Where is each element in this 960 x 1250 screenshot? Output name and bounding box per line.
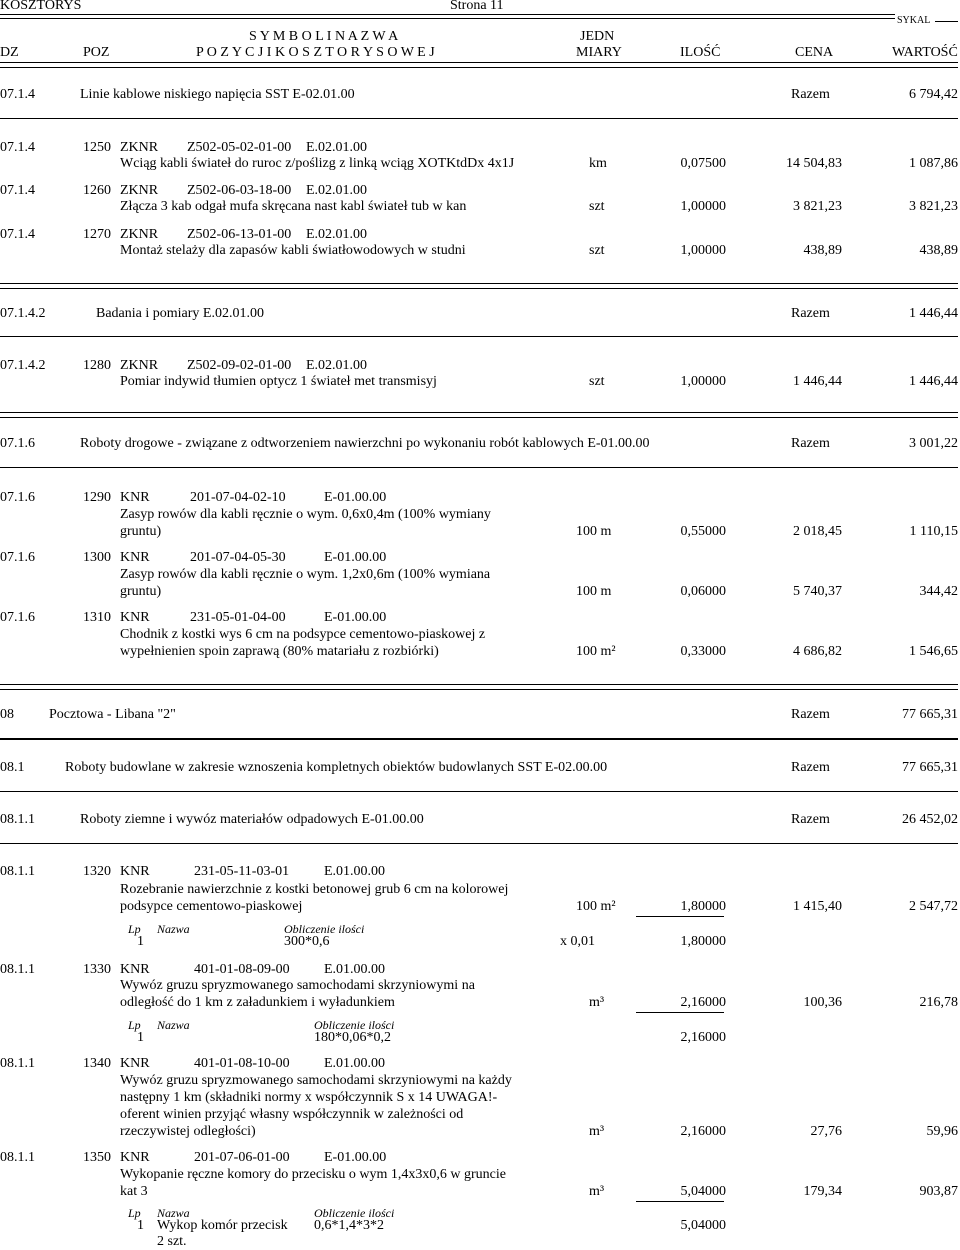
calc-factor: x 0,01 — [560, 934, 595, 949]
item-desc: Pomiar indywid tłumien optycz 1 świateł met transmisyj — [120, 374, 437, 389]
item-code: 401-01-08-09-00 — [194, 962, 290, 977]
page-number: Strona 11 — [450, 0, 504, 13]
item-qty: 0,06000 — [680, 584, 726, 599]
item-desc: następny 1 km (składniki normy x współczynnik S x 14 UWAGA!- — [120, 1090, 498, 1105]
section-rule — [0, 336, 958, 337]
col-cena: CENA — [795, 45, 834, 60]
item-qty: 1,00000 — [680, 199, 726, 214]
section-razem: Razem — [791, 87, 830, 102]
item-desc: podsypce cementowo-piaskowej — [120, 899, 303, 914]
calc-result: 2,16000 — [680, 1030, 726, 1045]
section-value: 26 452,02 — [902, 812, 958, 827]
item-spec: E-01.00.00 — [324, 490, 387, 505]
item-value: 59,96 — [926, 1124, 958, 1139]
item-spec: E.01.00.00 — [324, 962, 386, 977]
item-dz: 07.1.4 — [0, 227, 35, 242]
item-unit: szt — [589, 243, 605, 258]
section-dz: 07.1.6 — [0, 436, 35, 451]
item-code: 231-05-11-03-01 — [194, 864, 290, 879]
item-value: 438,89 — [919, 243, 958, 258]
item-qty: 5,04000 — [680, 1184, 726, 1199]
col-symbol-1: S Y M B O L I N A Z W A — [249, 29, 399, 44]
item-qty: 0,33000 — [680, 644, 726, 659]
item-desc: Złącza 3 kab odgał mufa skręcana nast kabl świateł tub w kan — [120, 199, 467, 214]
qty-underline — [636, 1012, 724, 1013]
item-desc: Chodnik z kostki wys 6 cm na podsypce cementowo-piaskowej z — [120, 627, 486, 642]
calc-obliczenie-header: Obliczenie ilości — [284, 922, 365, 936]
item-code: Z502-09-02-01-00 — [187, 358, 292, 373]
section-value: 77 665,31 — [902, 707, 958, 722]
item-qty: 2,16000 — [680, 1124, 726, 1139]
calc-nazwa-header: Nazwa — [157, 922, 190, 936]
item-dz: 07.1.4 — [0, 140, 35, 155]
section-razem: Razem — [791, 306, 830, 321]
section-name: Pocztowa - Libana "2" — [49, 707, 176, 722]
item-price: 27,76 — [810, 1124, 842, 1139]
item-qty: 1,00000 — [680, 243, 726, 258]
section-value: 6 794,42 — [909, 87, 958, 102]
item-value: 2 547,72 — [909, 899, 958, 914]
item-source: ZKNR — [120, 183, 159, 198]
item-dz: 08.1.1 — [0, 1150, 35, 1165]
item-dz: 08.1.1 — [0, 1056, 35, 1071]
qty-underline — [636, 916, 724, 917]
section-name: Linie kablowe niskiego napięcia SST E-02.01.00 — [80, 87, 355, 102]
item-spec: E-01.00.00 — [324, 1150, 387, 1165]
item-value: 1 546,65 — [909, 644, 958, 659]
item-qty: 2,16000 — [680, 995, 726, 1010]
calc-lp-header: Lp — [128, 1206, 141, 1220]
col-symbol-2: P O Z Y C J I K O S Z T O R Y S O W E J — [196, 45, 435, 60]
item-desc: gruntu) — [120, 584, 162, 599]
item-source: KNR — [120, 962, 150, 977]
item-unit: km — [589, 156, 607, 171]
item-unit: 100 m² — [576, 644, 616, 659]
header-rule-2 — [0, 18, 895, 19]
item-value: 903,87 — [919, 1184, 958, 1199]
item-source: KNR — [120, 490, 150, 505]
item-dz: 07.1.6 — [0, 610, 35, 625]
item-poz: 1310 — [83, 610, 111, 625]
item-poz: 1250 — [83, 140, 111, 155]
section-double-rule — [0, 412, 958, 418]
calc-nazwa: Wykop komór przecisk — [157, 1218, 288, 1233]
section-name: Roboty drogowe - związane z odtworzeniem nawierzchni po wykonaniu robót kablowych E-01.00.00 — [80, 436, 650, 451]
item-desc: kat 3 — [120, 1184, 148, 1199]
section-dz: 07.1.4.2 — [0, 306, 46, 321]
item-poz: 1270 — [83, 227, 111, 242]
col-jedn-2: MIARY — [576, 45, 622, 60]
item-poz: 1340 — [83, 1056, 111, 1071]
item-source: KNR — [120, 550, 150, 565]
section-rule — [0, 791, 958, 792]
item-value: 216,78 — [919, 995, 958, 1010]
section-razem: Razem — [791, 812, 830, 827]
item-spec: E-01.00.00 — [324, 550, 387, 565]
item-dz: 07.1.6 — [0, 490, 35, 505]
item-unit: szt — [589, 199, 605, 214]
item-code: Z502-06-13-01-00 — [187, 227, 292, 242]
item-dz: 08.1.1 — [0, 864, 35, 879]
item-poz: 1330 — [83, 962, 111, 977]
col-wartosc: WARTOŚĆ — [892, 45, 958, 60]
item-qty: 0,55000 — [680, 524, 726, 539]
calc-obliczenie-header: Obliczenie ilości — [314, 1206, 395, 1220]
item-price: 4 686,82 — [793, 644, 842, 659]
item-source: KNR — [120, 1150, 150, 1165]
item-value: 344,42 — [919, 584, 958, 599]
item-spec: E-01.00.00 — [324, 610, 387, 625]
item-unit: szt — [589, 374, 605, 389]
item-unit: m³ — [589, 1124, 605, 1139]
item-desc: wypełnienien spoin zaprawą (80% matariału z rozbiórki) — [120, 644, 439, 659]
col-dz: DZ — [0, 45, 19, 60]
item-poz: 1350 — [83, 1150, 111, 1165]
calc-formula: 180*0,06*0,2 — [314, 1030, 391, 1045]
item-source: ZKNR — [120, 227, 159, 242]
calc-nazwa-header: Nazwa — [157, 1018, 190, 1032]
item-code: 401-01-08-10-00 — [194, 1056, 290, 1071]
item-unit: 100 m — [576, 584, 612, 599]
section-name: Badania i pomiary E.02.01.00 — [96, 306, 264, 321]
item-price: 438,89 — [803, 243, 842, 258]
item-spec: E.01.00.00 — [324, 1056, 386, 1071]
item-code: 201-07-04-02-10 — [190, 490, 286, 505]
calc-obliczenie-header: Obliczenie ilości — [314, 1018, 395, 1032]
item-price: 5 740,37 — [793, 584, 842, 599]
section-double-rule — [0, 684, 958, 690]
item-poz: 1280 — [83, 358, 111, 373]
item-poz: 1260 — [83, 183, 111, 198]
section-value: 1 446,44 — [909, 306, 958, 321]
section-double-rule — [0, 283, 958, 289]
item-value: 1 110,15 — [909, 524, 958, 539]
section-value: 3 001,22 — [909, 436, 958, 451]
calc-formula: 300*0,6 — [284, 934, 330, 949]
item-price: 1 446,44 — [793, 374, 842, 389]
item-spec: E.02.01.00 — [306, 140, 368, 155]
item-value: 3 821,23 — [909, 199, 958, 214]
item-qty: 1,80000 — [680, 899, 726, 914]
qty-underline — [636, 1201, 724, 1202]
item-source: KNR — [120, 1056, 150, 1071]
item-desc: odległość do 1 km z załadunkiem i wyładunkiem — [120, 995, 395, 1010]
item-price: 100,36 — [803, 995, 842, 1010]
item-desc: oferent winien przyjąć własny współczynnik w zależności od — [120, 1107, 464, 1122]
header-rule — [0, 14, 895, 15]
item-code: 201-07-04-05-30 — [190, 550, 286, 565]
item-desc: Zasyp rowów dla kabli ręcznie o wym. 1,2x0,6m (100% wymiana — [120, 567, 491, 582]
section-rule — [0, 467, 958, 468]
brand-rule — [935, 21, 958, 22]
item-desc: Wykopanie ręczne komory do przecisku o wym 1,4x3x0,6 w gruncie — [120, 1167, 506, 1182]
section-rule — [0, 843, 958, 844]
header-double-rule — [0, 62, 958, 68]
calc-nazwa-header: Nazwa — [157, 1206, 190, 1220]
item-unit: 100 m — [576, 524, 612, 539]
item-code: Z502-06-03-18-00 — [187, 183, 292, 198]
section-dz: 08 — [0, 707, 14, 722]
item-code: 201-07-06-01-00 — [194, 1150, 290, 1165]
calc-lp-header: Lp — [128, 1018, 141, 1032]
document-title: KOSZTORYS — [0, 0, 82, 13]
item-qty: 1,00000 — [680, 374, 726, 389]
item-source: ZKNR — [120, 358, 159, 373]
item-dz: 07.1.6 — [0, 550, 35, 565]
section-value: 77 665,31 — [902, 760, 958, 775]
item-price: 1 415,40 — [793, 899, 842, 914]
item-dz: 07.1.4 — [0, 183, 35, 198]
section-dz: 07.1.4 — [0, 87, 35, 102]
item-dz: 08.1.1 — [0, 962, 35, 977]
section-dz: 08.1.1 — [0, 812, 35, 827]
item-spec: E.02.01.00 — [306, 183, 368, 198]
brand-label: SYKAL — [897, 15, 931, 26]
section-dz: 08.1 — [0, 760, 25, 775]
section-razem: Razem — [791, 760, 830, 775]
item-source: KNR — [120, 864, 150, 879]
item-price: 179,34 — [803, 1184, 842, 1199]
section-rule — [0, 118, 958, 119]
item-code: 231-05-01-04-00 — [190, 610, 286, 625]
item-price: 3 821,23 — [793, 199, 842, 214]
item-desc: rzeczywistej odległości) — [120, 1124, 256, 1139]
item-spec: E.01.00.00 — [324, 864, 386, 879]
item-poz: 1320 — [83, 864, 111, 879]
item-desc: Montaż stelaży dla zapasów kabli światłowodowych w studni — [120, 243, 466, 258]
item-desc: Wciąg kabli świateł do ruroc z/poślizg z linką wciąg XOTKtdDx 4x1J — [120, 156, 515, 171]
col-poz: POZ — [83, 45, 110, 60]
item-value: 1 087,86 — [909, 156, 958, 171]
item-desc: Wywóz gruzu spryzmowanego samochodami skrzyniowymi na — [120, 978, 475, 993]
calc-lp-header: Lp — [128, 922, 141, 936]
calc-lp: 1 — [137, 1030, 144, 1045]
item-poz: 1290 — [83, 490, 111, 505]
item-source: ZKNR — [120, 140, 159, 155]
calc-result: 1,80000 — [680, 934, 726, 949]
item-unit: m³ — [589, 1184, 605, 1199]
item-qty: 0,07500 — [680, 156, 726, 171]
item-spec: E.02.01.00 — [306, 358, 368, 373]
calc-formula: 0,6*1,4*3*2 — [314, 1218, 384, 1233]
col-ilosc: ILOŚĆ — [680, 45, 721, 60]
item-price: 14 504,83 — [786, 156, 842, 171]
section-name: Roboty ziemne i wywóz materiałów odpadowych E-01.00.00 — [80, 812, 424, 827]
item-unit: 100 m² — [576, 899, 616, 914]
item-desc: Wywóz gruzu spryzmowanego samochodami skrzyniowymi na każdy — [120, 1073, 512, 1088]
item-code: Z502-05-02-01-00 — [187, 140, 292, 155]
item-spec: E.02.01.00 — [306, 227, 368, 242]
item-desc: gruntu) — [120, 524, 162, 539]
calc-result: 5,04000 — [680, 1218, 726, 1233]
calc-nazwa-2: 2 szt. — [157, 1234, 187, 1249]
section-razem: Razem — [791, 436, 830, 451]
section-name: Roboty budowlane w zakresie wznoszenia kompletnych obiektów budowlanych SST E-02.00.00 — [65, 760, 608, 775]
item-source: KNR — [120, 610, 150, 625]
item-price: 2 018,45 — [793, 524, 842, 539]
calc-lp: 1 — [137, 1218, 144, 1233]
calc-lp: 1 — [137, 934, 144, 949]
item-desc: Rozebranie nawierzchnie z kostki betonowej grub 6 cm na kolorowej — [120, 882, 509, 897]
item-poz: 1300 — [83, 550, 111, 565]
section-razem: Razem — [791, 707, 830, 722]
section-thick-rule — [0, 738, 958, 740]
item-dz: 07.1.4.2 — [0, 358, 46, 373]
item-value: 1 446,44 — [909, 374, 958, 389]
item-desc: Zasyp rowów dla kabli ręcznie o wym. 0,6x0,4m (100% wymiany — [120, 507, 491, 522]
col-jedn-1: JEDN — [580, 29, 615, 44]
item-unit: m³ — [589, 995, 605, 1010]
